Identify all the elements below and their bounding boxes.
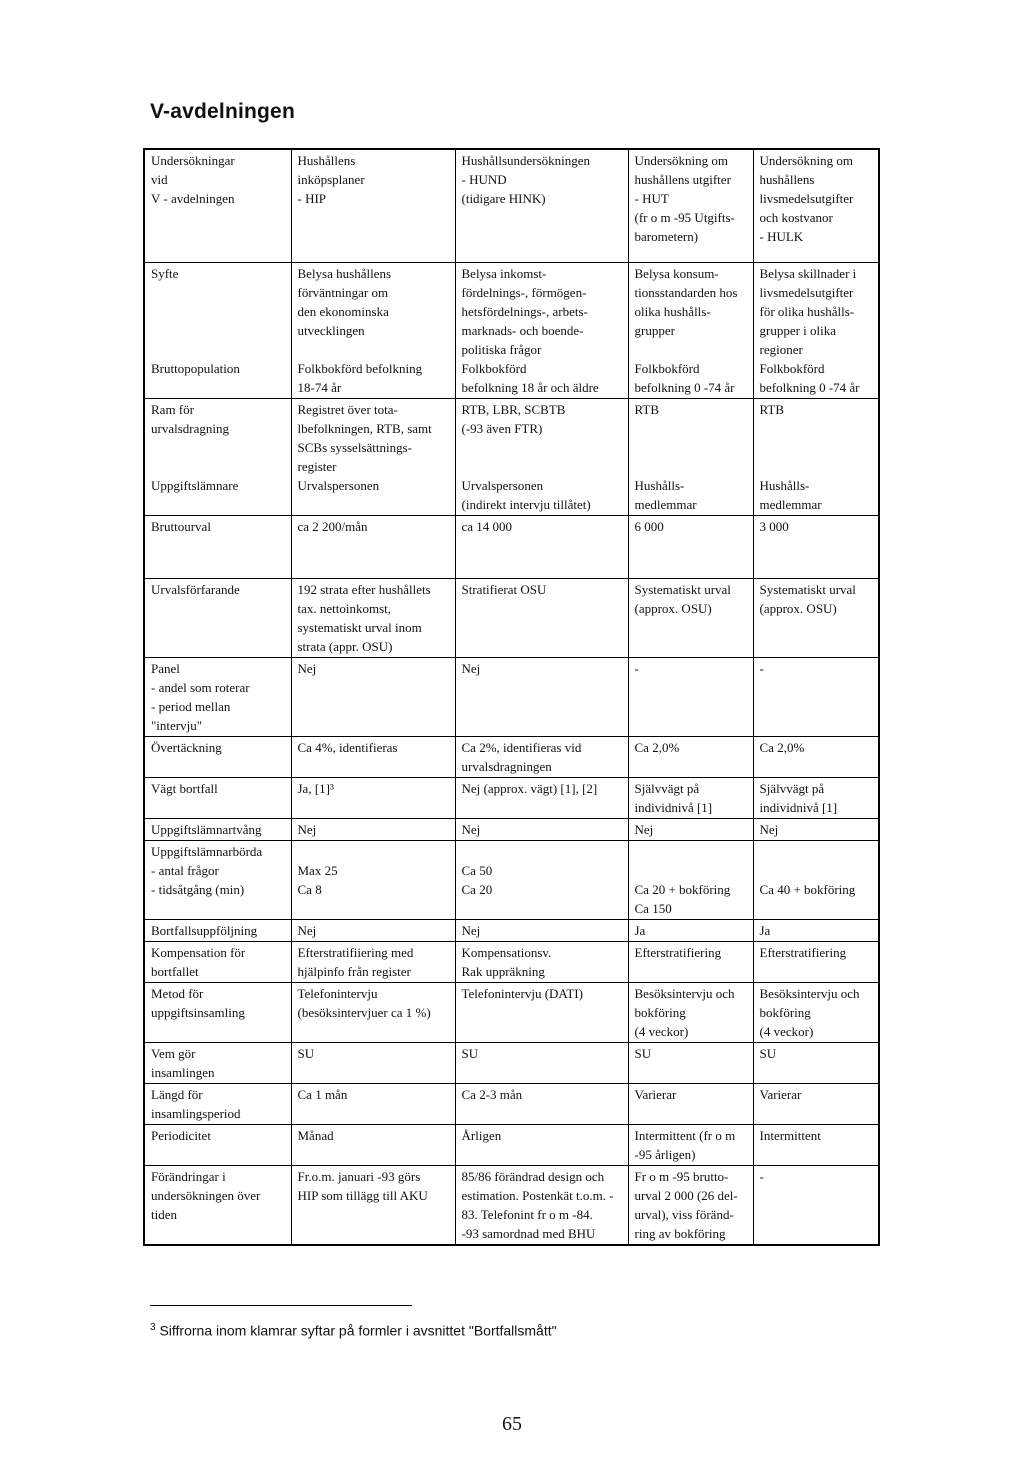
table-row (144, 1043, 879, 1084)
table-cell: - (753, 658, 879, 737)
row-label-cell: Ram för urvalsdragning Uppgiftslämnare (144, 399, 291, 516)
table-cell: Stratifierat OSU (455, 579, 628, 658)
page-number: 65 (502, 1413, 522, 1435)
table-cell: SU (753, 1043, 879, 1084)
table-cell: 85/86 förändrad design och estimation. Postenkät t.o.m. - 83. Telefonint fr o m -84. -93 samordnad med BHU (455, 1166, 628, 1246)
table-row (144, 1125, 879, 1166)
row-label-cell: Uppgiftslämnarbörda - antal frågor - tidsåtgång (min) (144, 841, 291, 920)
table-cell: Systematiskt urval (approx. OSU) (628, 579, 753, 658)
table-cell: Registret över tota- lbefolkningen, RTB, samt SCBs sysselsättnings- register Urvalspersonen (291, 399, 455, 516)
table-cell: Ca 50 Ca 20 (455, 841, 628, 920)
footnote-text: Siffrorna inom klamrar syftar på formler i avsnittet "Bortfallsmått" (155, 1322, 557, 1339)
footnote (150, 1322, 557, 1339)
table-cell: Systematiskt urval (approx. OSU) (753, 579, 879, 658)
table-cell: Ca 20 + bokföring Ca 150 (628, 841, 753, 920)
table-row (144, 1084, 879, 1125)
table-cell: Max 25 Ca 8 (291, 841, 455, 920)
row-label-cell: Längd för insamlingsperiod (144, 1084, 291, 1125)
row-label-cell: Övertäckning (144, 737, 291, 778)
table-row (144, 819, 879, 841)
table-cell: SU (628, 1043, 753, 1084)
table-cell: Nej (291, 658, 455, 737)
table-cell: Ca 2%, identifieras vid urvalsdragningen (455, 737, 628, 778)
table-cell: Nej (291, 920, 455, 942)
table-cell: SU (291, 1043, 455, 1084)
table-cell: Ca 40 + bokföring (753, 841, 879, 920)
table-cell: Fr o m -95 brutto- urval 2 000 (26 del- urval), viss föränd- ring av bokföring (628, 1166, 753, 1246)
row-label-cell: Bruttourval (144, 516, 291, 579)
table-cell: Telefonintervju (DATI) (455, 983, 628, 1043)
table-cell: Efterstratifiering (628, 942, 753, 983)
table-cell: ca 14 000 (455, 516, 628, 579)
table-cell: Ca 2-3 mån (455, 1084, 628, 1125)
header-cell: Hushållsundersökningen - HUND (tidigare HINK) (455, 149, 628, 263)
table-cell: Intermittent (fr o m -95 årligen) (628, 1125, 753, 1166)
table-cell: ca 2 200/mån (291, 516, 455, 579)
table-cell: Ca 4%, identifieras (291, 737, 455, 778)
table-cell: Ca 1 mån (291, 1084, 455, 1125)
table-cell: Årligen (455, 1125, 628, 1166)
table-cell: Nej (628, 819, 753, 841)
table-cell: Ja (753, 920, 879, 942)
table-cell: Ja, [1]³ (291, 778, 455, 819)
table-cell: Nej (455, 819, 628, 841)
table-cell: SU (455, 1043, 628, 1084)
table-cell: Nej (approx. vägt) [1], [2] (455, 778, 628, 819)
table-cell: 6 000 (628, 516, 753, 579)
table-cell: Varierar (628, 1084, 753, 1125)
row-label-cell: Vägt bortfall (144, 778, 291, 819)
table-cell: - (753, 1166, 879, 1246)
table-cell: Självvägt på individnivå [1] (753, 778, 879, 819)
table-header-row (144, 149, 879, 263)
table-cell: 192 strata efter hushållets tax. nettoinkomst, systematiskt urval inom strata (appr. OSU) (291, 579, 455, 658)
row-label-cell: Syfte Bruttopopulation (144, 263, 291, 399)
table-cell: Belysa konsum- tionsstandarden hos olika hushålls- grupper Folkbokförd befolkning 0 -74 år (628, 263, 753, 399)
table-row (144, 1166, 879, 1246)
row-label-cell: Periodicitet (144, 1125, 291, 1166)
header-cell: Undersökningar vid V - avdelningen (144, 149, 291, 263)
table-row (144, 516, 879, 579)
table-cell: Intermittent (753, 1125, 879, 1166)
table-cell: Belysa inkomst- fördelnings-, förmögen- hetsfördelnings-, arbets- marknads- och boende- politiska frågor Folkbokförd befolkning 18 år och äldre (455, 263, 628, 399)
row-label-cell: Vem gör insamlingen (144, 1043, 291, 1084)
header-cell: Undersökning om hushållens livsmedelsutgifter och kostvanor - HULK (753, 149, 879, 263)
table-cell: Ca 2,0% (753, 737, 879, 778)
table-row (144, 920, 879, 942)
table-cell: RTB Hushålls- medlemmar (628, 399, 753, 516)
table-cell: Ca 2,0% (628, 737, 753, 778)
table-cell: Nej (455, 658, 628, 737)
table-cell: Besöksintervju och bokföring (4 veckor) (753, 983, 879, 1043)
table-row (144, 658, 879, 737)
table-cell: Telefonintervju (besöksintervjuer ca 1 %) (291, 983, 455, 1043)
table-row (144, 579, 879, 658)
table-cell: Självvägt på individnivå [1] (628, 778, 753, 819)
table-cell: 3 000 (753, 516, 879, 579)
header-cell: Undersökning om hushållens utgifter - HUT (fr o m -95 Utgifts- barometern) (628, 149, 753, 263)
survey-table (143, 148, 880, 1246)
table-row (144, 942, 879, 983)
table-row (144, 778, 879, 819)
table-cell: - (628, 658, 753, 737)
header-cell: Hushållens inköpsplaner - HIP (291, 149, 455, 263)
table-cell: RTB Hushålls- medlemmar (753, 399, 879, 516)
table-cell: Fr.o.m. januari -93 görs HIP som tillägg till AKU (291, 1166, 455, 1246)
row-label-cell: Metod för uppgiftsinsamling (144, 983, 291, 1043)
page-title: V-avdelningen (150, 100, 295, 123)
table-cell: Månad (291, 1125, 455, 1166)
survey-table-body (144, 149, 879, 1245)
row-label-cell: Kompensation för bortfallet (144, 942, 291, 983)
table-cell: Efterstratifiering (753, 942, 879, 983)
table-row (144, 263, 879, 399)
row-label-cell: Bortfallsuppföljning (144, 920, 291, 942)
table-row (144, 841, 879, 920)
table-cell: Kompensationsv. Rak uppräkning (455, 942, 628, 983)
table-row (144, 399, 879, 516)
table-row (144, 737, 879, 778)
table-cell: Besöksintervju och bokföring (4 veckor) (628, 983, 753, 1043)
table-cell: Varierar (753, 1084, 879, 1125)
row-label-cell: Uppgiftslämnartvång (144, 819, 291, 841)
table-cell: Ja (628, 920, 753, 942)
row-label-cell: Förändringar i undersökningen över tiden (144, 1166, 291, 1246)
table-cell: Nej (455, 920, 628, 942)
footnote-marker: 3 (150, 1322, 156, 1333)
table-cell: Nej (753, 819, 879, 841)
table-cell: Belysa skillnader i livsmedelsutgifter för olika hushålls- grupper i olika regioner Folkbokförd befolkning 0 -74 år (753, 263, 879, 399)
row-label-cell: Urvalsförfarande (144, 579, 291, 658)
row-label-cell: Panel - andel som roterar - period mellan "intervju" (144, 658, 291, 737)
table-cell: RTB, LBR, SCBTB (-93 även FTR) Urvalspersonen (indirekt intervju tillåtet) (455, 399, 628, 516)
table-cell: Nej (291, 819, 455, 841)
table-row (144, 983, 879, 1043)
footnote-divider (150, 1305, 412, 1306)
table-cell: Efterstratifiiering med hjälpinfo från register (291, 942, 455, 983)
table-cell: Belysa hushållens förväntningar om den ekonominska utvecklingen Folkbokförd befolkning 18-74 år (291, 263, 455, 399)
